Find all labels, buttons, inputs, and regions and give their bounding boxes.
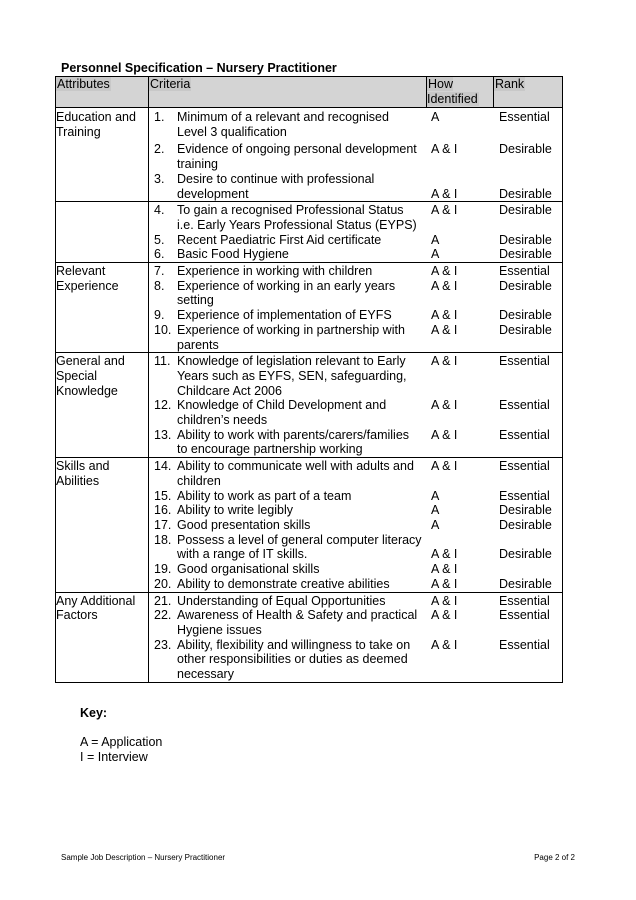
criteria-row	[149, 398, 562, 427]
criteria-cell	[149, 428, 426, 457]
how-identified-cell: A	[431, 247, 440, 262]
how-identified-cell: A	[431, 488, 440, 503]
rank-cell: Desirable	[499, 278, 552, 293]
criteria-number: 22.	[154, 608, 172, 623]
criteria-row	[149, 233, 562, 248]
header-attributes: Attributes	[56, 77, 149, 108]
rank-cell: Desirable	[499, 232, 552, 247]
criteria-text: Knowledge of Child Development and children’s needs	[177, 398, 387, 428]
document-title: Personnel Specification – Nursery Practitioner	[61, 61, 337, 75]
criteria-number: 9.	[154, 308, 165, 323]
rank-cell: Essential	[499, 637, 550, 652]
header-rank: Rank	[494, 77, 563, 108]
how-identified-cell: A & I	[431, 264, 458, 279]
rank-cell: Desirable	[499, 142, 552, 157]
table-row	[56, 263, 563, 353]
how-identified-cell: A & I	[431, 186, 458, 201]
rank-cell: Essential	[499, 398, 550, 413]
how-identified-cell: A & I	[431, 322, 458, 337]
criteria-row	[149, 323, 562, 352]
criteria-text: Experience in working with children	[177, 264, 373, 279]
rank-cell: Desirable	[499, 322, 552, 337]
criteria-text: Good presentation skills	[177, 517, 311, 532]
criteria-cell	[149, 110, 426, 139]
criteria-text: Desire to continue with professional development	[177, 171, 375, 201]
criteria-row	[149, 172, 562, 201]
criteria-group	[149, 108, 563, 202]
criteria-number: 20.	[154, 576, 172, 591]
criteria-text: Experience of working in partnership with parents	[177, 322, 405, 352]
footer-page-number: Page 2 of 2	[534, 853, 575, 862]
criteria-number: 2.	[154, 142, 165, 157]
how-identified-cell: A	[431, 110, 440, 124]
criteria-cell	[149, 279, 426, 308]
criteria-text: Good organisational skills	[177, 562, 320, 577]
criteria-cell	[149, 233, 426, 248]
criteria-row	[149, 110, 562, 139]
criteria-number: 19.	[154, 562, 172, 577]
criteria-cell	[149, 354, 426, 398]
criteria-cell	[149, 489, 426, 504]
criteria-group	[149, 202, 563, 263]
criteria-text: Ability to write legibly	[177, 503, 294, 518]
criteria-row	[149, 562, 562, 577]
rank-cell: Desirable	[499, 308, 552, 323]
criteria-row	[149, 264, 562, 279]
rank-cell: Desirable	[499, 503, 552, 518]
criteria-text: Evidence of ongoing personal development training	[177, 142, 417, 172]
header-criteria: Criteria	[149, 77, 427, 108]
criteria-cell	[149, 308, 426, 323]
criteria-cell	[149, 398, 426, 427]
table-row	[56, 202, 563, 263]
criteria-cell	[149, 638, 426, 682]
how-identified-cell: A & I	[431, 308, 458, 323]
criteria-row	[149, 518, 562, 533]
key-application: A = Application	[80, 735, 163, 749]
criteria-cell	[149, 203, 426, 232]
criteria-number: 13.	[154, 427, 172, 442]
criteria-row	[149, 279, 562, 308]
how-identified-cell: A	[431, 503, 440, 518]
criteria-cell	[149, 264, 426, 279]
how-identified-cell: A & I	[431, 398, 458, 413]
criteria-cell	[149, 503, 426, 518]
criteria-row	[149, 533, 562, 562]
how-identified-cell: A & I	[431, 203, 458, 218]
criteria-row	[149, 577, 562, 592]
how-identified-cell: A & I	[431, 354, 458, 369]
criteria-number: 12.	[154, 398, 172, 413]
table-header-row	[56, 77, 563, 108]
criteria-cell	[149, 594, 426, 609]
how-identified-cell: A & I	[431, 427, 458, 442]
criteria-cell	[149, 608, 426, 637]
criteria-cell	[149, 562, 426, 577]
rank-cell: Desirable	[499, 203, 552, 218]
criteria-number: 5.	[154, 232, 165, 247]
how-identified-cell: A & I	[431, 562, 458, 577]
criteria-number: 21.	[154, 593, 172, 608]
criteria-row	[149, 308, 562, 323]
criteria-number: 7.	[154, 264, 165, 279]
criteria-row	[149, 247, 562, 262]
table-row	[56, 353, 563, 458]
criteria-row	[149, 638, 562, 682]
criteria-text: Recent Paediatric First Aid certificate	[177, 232, 382, 247]
criteria-text: Possess a level of general computer literacy with a range of IT skills.	[177, 532, 422, 562]
criteria-row	[149, 428, 562, 457]
criteria-cell	[149, 247, 426, 262]
table-row	[56, 108, 563, 202]
criteria-row	[149, 459, 562, 488]
rank-cell: Essential	[499, 264, 550, 279]
criteria-row	[149, 608, 562, 637]
rank-cell: Desirable	[499, 517, 552, 532]
how-identified-cell: A & I	[431, 637, 458, 652]
criteria-number: 11.	[154, 354, 171, 369]
attribute-cell: Skills and Abilities	[56, 458, 149, 592]
how-identified-cell: A & I	[431, 142, 458, 157]
criteria-group	[149, 353, 563, 458]
attribute-cell: Education and Training	[56, 108, 149, 202]
criteria-number: 14.	[154, 459, 172, 474]
criteria-row	[149, 203, 562, 232]
rank-cell: Essential	[499, 488, 550, 503]
rank-cell: Essential	[499, 593, 550, 608]
criteria-text: Minimum of a relevant and recognised Level 3 qualification	[177, 110, 389, 139]
criteria-group	[149, 263, 563, 353]
criteria-group	[149, 592, 563, 682]
criteria-cell	[149, 459, 426, 488]
criteria-cell	[149, 533, 426, 562]
criteria-number: 16.	[154, 503, 172, 518]
criteria-text: Awareness of Health & Safety and practical Hygiene issues	[177, 608, 418, 637]
footer-doc-name: Sample Job Description – Nursery Practitioner	[61, 853, 226, 862]
criteria-number: 15.	[154, 488, 172, 503]
rank-cell: Essential	[499, 608, 550, 623]
how-identified-cell: A & I	[431, 547, 458, 562]
criteria-text: Experience of working in an early years setting	[177, 278, 396, 308]
criteria-cell	[149, 518, 426, 533]
criteria-number: 4.	[154, 203, 165, 218]
criteria-number: 17.	[154, 517, 172, 532]
criteria-text: Basic Food Hygiene	[177, 247, 289, 262]
how-identified-cell: A & I	[431, 459, 458, 474]
rank-cell: Essential	[499, 427, 550, 442]
criteria-group	[149, 458, 563, 592]
criteria-text: Experience of implementation of EYFS	[177, 308, 392, 323]
criteria-number: 8.	[154, 278, 165, 293]
criteria-number: 3.	[154, 171, 165, 186]
criteria-cell	[149, 323, 426, 352]
criteria-row	[149, 503, 562, 518]
criteria-row	[149, 594, 562, 609]
criteria-text: Ability, flexibility and willingness to take on other responsibilities or duties as deemed necessary	[177, 637, 411, 682]
criteria-number: 10.	[154, 322, 172, 337]
criteria-text: To gain a recognised Professional Status i.e. Early Years Professional Status (EYPS)	[177, 203, 417, 232]
criteria-text: Ability to work with parents/carers/families to encourage partnership working	[177, 427, 410, 457]
key-title: Key:	[80, 706, 108, 720]
how-identified-cell: A & I	[431, 608, 458, 623]
attribute-cell: General and Special Knowledge	[56, 353, 149, 458]
criteria-row	[149, 354, 562, 398]
criteria-number: 6.	[154, 247, 165, 262]
how-identified-cell: A	[431, 232, 440, 247]
criteria-cell	[149, 142, 426, 171]
rank-cell: Essential	[499, 110, 550, 124]
criteria-text: Ability to demonstrate creative abilities	[177, 576, 390, 591]
attribute-cell: Relevant Experience	[56, 263, 149, 353]
criteria-number: 18.	[154, 532, 172, 547]
rank-cell: Desirable	[499, 186, 552, 201]
rank-cell: Desirable	[499, 547, 552, 562]
criteria-text: Understanding of Equal Opportunities	[177, 593, 386, 608]
criteria-number: 1.	[154, 110, 165, 124]
rank-cell: Desirable	[499, 247, 552, 262]
attribute-cell	[56, 202, 149, 263]
personnel-spec-table	[55, 76, 563, 683]
criteria-cell	[149, 577, 426, 592]
rank-cell: Essential	[499, 354, 550, 369]
criteria-row	[149, 489, 562, 504]
header-how-identified: How Identified	[427, 77, 494, 108]
rank-cell: Essential	[499, 459, 550, 474]
criteria-text: Ability to communicate well with adults and children	[177, 459, 414, 488]
key-interview: I = Interview	[80, 750, 148, 764]
criteria-text: Knowledge of legislation relevant to Early Years such as EYFS, SEN, safeguarding, Childcare Act 2006	[177, 354, 407, 398]
how-identified-cell: A & I	[431, 593, 458, 608]
criteria-cell	[149, 172, 426, 201]
attribute-cell: Any Additional Factors	[56, 592, 149, 682]
rank-cell: Desirable	[499, 576, 552, 591]
how-identified-cell: A & I	[431, 278, 458, 293]
criteria-row	[149, 142, 562, 171]
how-identified-cell: A	[431, 517, 440, 532]
table-row	[56, 458, 563, 592]
criteria-number: 23.	[154, 637, 172, 652]
how-identified-cell: A & I	[431, 576, 458, 591]
table-row	[56, 592, 563, 682]
criteria-text: Ability to work as part of a team	[177, 488, 352, 503]
